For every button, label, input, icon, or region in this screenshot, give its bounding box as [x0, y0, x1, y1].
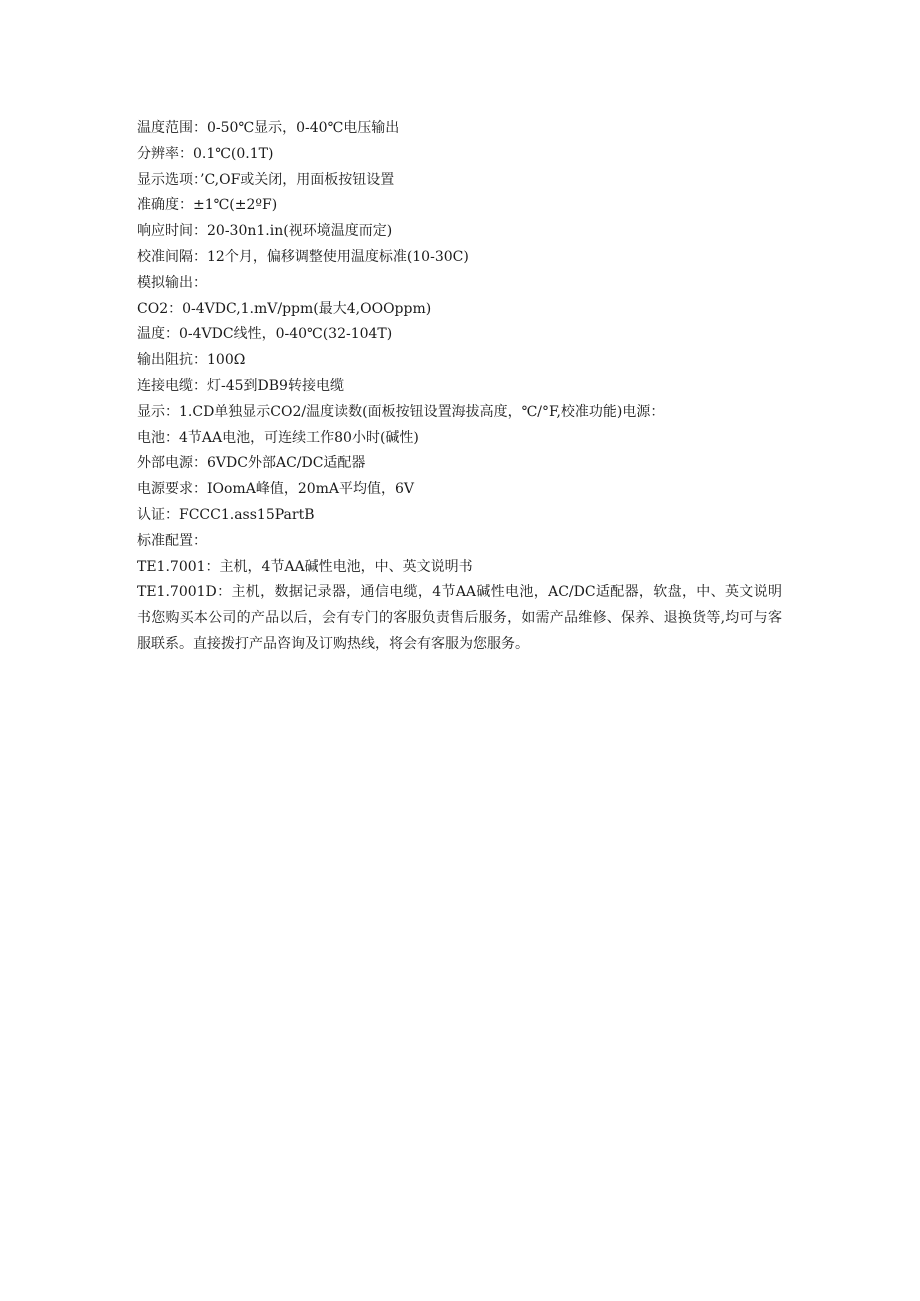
spec-paragraph-te7001d-service: TE1.7001D：主机，数据记录器，通信电缆，4节AA碱性电池，AC/DC适配器，软盘，中、英文说明书您购买本公司的产品以后，会有专门的客服负责售后服务，如需产品维修、保养、退换货等,均可与客服联系。直接拨打产品咨询及订购热线，将会有客服为您服务。	[137, 584, 782, 652]
spec-line-display-options: 显示选项：’C,OF或关闭，用面板按钮设置	[137, 171, 395, 188]
spec-line-resolution: 分辨率：0.1℃(0.1T)	[137, 145, 274, 162]
spec-line-calibration-interval: 校准间隔：12个月，偏移调整使用温度标准(10-30C)	[137, 248, 469, 265]
spec-line-temperature-output: 温度：0-4VDC线性，0-40℃(32-104T)	[137, 326, 393, 343]
spec-line-te7001: TE1.7001：主机，4节AA碱性电池，中、英文说明书	[137, 558, 473, 575]
spec-line-co2-output: CO2：0-4VDC,1.mV/ppm(最大4,OOOppm)	[137, 300, 432, 317]
spec-line-external-power: 外部电源：6VDC外部AC/DC适配器	[137, 455, 366, 472]
spec-text-block	[137, 116, 787, 658]
spec-line-analog-output-heading: 模拟输出：	[137, 274, 207, 291]
spec-line-output-impedance: 输出阻抗：100Ω	[137, 352, 246, 369]
spec-line-standard-config-heading: 标准配置：	[137, 532, 207, 549]
spec-line-display: 显示：1.CD单独显示CO2/温度读数(面板按钮设置海拔高度，℃/°F,校准功能)电源：	[137, 403, 665, 420]
spec-line-battery: 电池：4节AA电池，可连续工作80小时(碱性)	[137, 429, 419, 446]
spec-line-temperature-range: 温度范围：0-50℃显示，0-40℃电压输出	[137, 120, 400, 136]
spec-line-connection-cable: 连接电缆：灯-45到DB9转接电缆	[137, 377, 344, 394]
spec-line-power-requirement: 电源要求：IOomA峰值，20mA平均值，6V	[137, 481, 415, 498]
spec-line-accuracy: 准确度：±1℃(±2ºF)	[137, 197, 278, 214]
spec-line-response-time: 响应时间：20-30n1.in(视环境温度而定)	[137, 223, 393, 240]
spec-line-certification: 认证：FCCC1.ass15PartB	[137, 506, 315, 523]
